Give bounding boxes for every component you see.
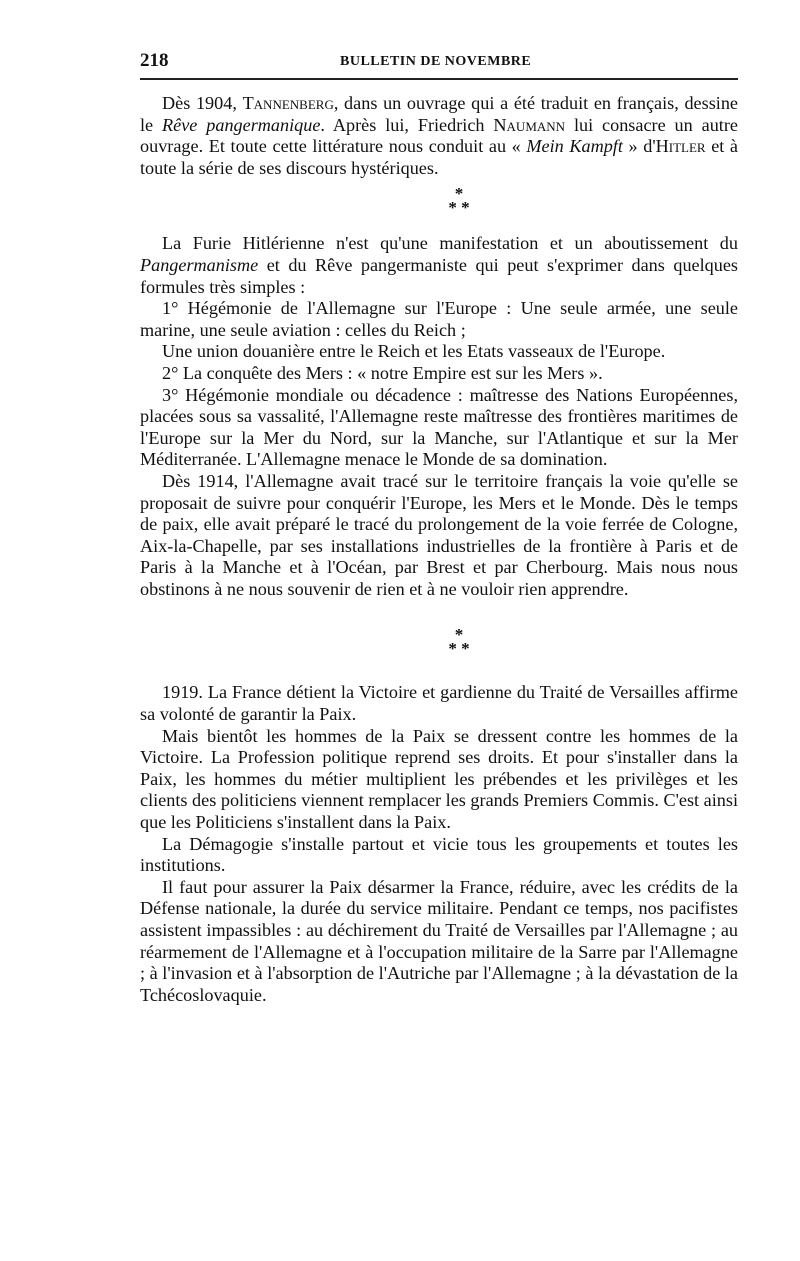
- paragraph-hommes-paix: Mais bientôt les hommes de la Paix se dressent contre les hommes de la Victoire. La Profession politique reprend ses droits. Et pour s'installer dans la Paix, les hommes du métier multiplient les prébendes et les privilèges et les clients des politiciens viennent remplacer les grands Premiers Commis. C'est ainsi que les Politiciens s'installent dans la Paix.: [140, 725, 738, 833]
- book-title: Rêve pangermanique: [162, 114, 321, 135]
- paragraph-furie: [140, 233, 738, 298]
- paragraph-point-1: 1° Hégémonie de l'Allemagne sur l'Europe : Une seule armée, une seule marine, une seule aviation : celles du Reich ;: [140, 298, 738, 340]
- paragraph-tannenberg: [140, 93, 738, 179]
- paragraph-demagogie: La Démagogie s'installe partout et vicie tous les groupements et toutes les institutions.: [140, 833, 738, 876]
- text-run: et du Rêve pangermaniste qui peut s'exprimer dans quelques formules très simples :: [140, 254, 738, 297]
- page-body: [140, 93, 738, 1006]
- paragraph-union: Une union douanière entre le Reich et les Etats vasseaux de l'Europe.: [162, 341, 666, 362]
- text-run: Dès 1904,: [162, 93, 243, 113]
- page-header: [140, 50, 740, 78]
- asterisk-top: *: [454, 184, 464, 204]
- paragraph-desarmer: Il faut pour assurer la Paix désarmer la France, réduire, avec les crédits de la Défense nationale, la durée du service militaire. Pendant ce temps, nos pacifistes assistent impassibles : au déchirement du Traité de Versailles par l'Allemagne ; au réarmement de l'Allemagne et à l'occupation militaire de la Sarre par l'Allemagne ; à l'invasion et à l'absorption de l'Autriche par l'Allemagne ; à la dévastation de la Tchécoslovaquie.: [140, 876, 738, 1005]
- section-separator: [140, 625, 738, 659]
- running-title: BULLETIN DE NOVEMBRE: [340, 54, 532, 69]
- asterisk-top: *: [454, 625, 464, 645]
- paragraph-1914: Dès 1914, l'Allemagne avait tracé sur le territoire français la voie qu'elle se proposait de suivre pour conquérir l'Europe, les Mers et le Monde. Dès le temps de paix, elle avait préparé le tracé du prolongement de la voie ferrée de Cologne, Aix-la-Chapelle, par ses installations industrielles de la frontière à Paris et de Paris à la Manche et à l'Océan, par Brest et par Cherbourg. Mais nous nous obstinons à ne nous souvenir de rien et à ne vouloir rien apprendre.: [140, 470, 738, 599]
- author-name: Naumann: [493, 114, 566, 135]
- text-run: » d': [622, 136, 656, 157]
- asterisk-bottom: * *: [448, 639, 470, 659]
- paragraph-point-2: 2° La conquête des Mers : « notre Empire est sur les Mers ».: [162, 362, 603, 383]
- page-number: 218: [140, 50, 169, 71]
- book-title: Mein Kampft: [526, 136, 623, 157]
- author-name: Tannenberg: [242, 93, 334, 113]
- header-rule: [140, 78, 738, 80]
- text-run: et à toute la série de ses discours hystériques.: [140, 136, 739, 178]
- text-run: , dans un ouvrage qui a été traduit en français, dessine le: [140, 93, 738, 135]
- text-run: La Furie Hitlérienne n'est qu'une manifestation et un aboutissement du: [162, 233, 738, 254]
- paragraph-point-3: 3° Hégémonie mondiale ou décadence : maîtresse des Nations Européennes, placées sous sa vassalité, l'Allemagne reste maîtresse des frontières maritimes de l'Europe sur la Mer du Nord, sur la Manche, sur l'Atlantique et sur la Mer Méditerranée. L'Allemagne menace le Monde de sa domination.: [140, 384, 738, 470]
- paragraph-1919: 1919. La France détient la Victoire et gardienne du Traité de Versailles affirme sa volonté de garantir la Paix.: [140, 682, 738, 725]
- section-separator: [140, 184, 738, 218]
- asterisk-bottom: * *: [448, 198, 470, 218]
- text-run: lui consacre un autre ouvrage. Et toute cette littérature nous conduit au «: [140, 114, 738, 157]
- text-run: . Après lui, Friedrich: [320, 114, 494, 135]
- emphasis: Pangermanisme: [140, 254, 259, 275]
- author-name: Hitler: [655, 136, 706, 157]
